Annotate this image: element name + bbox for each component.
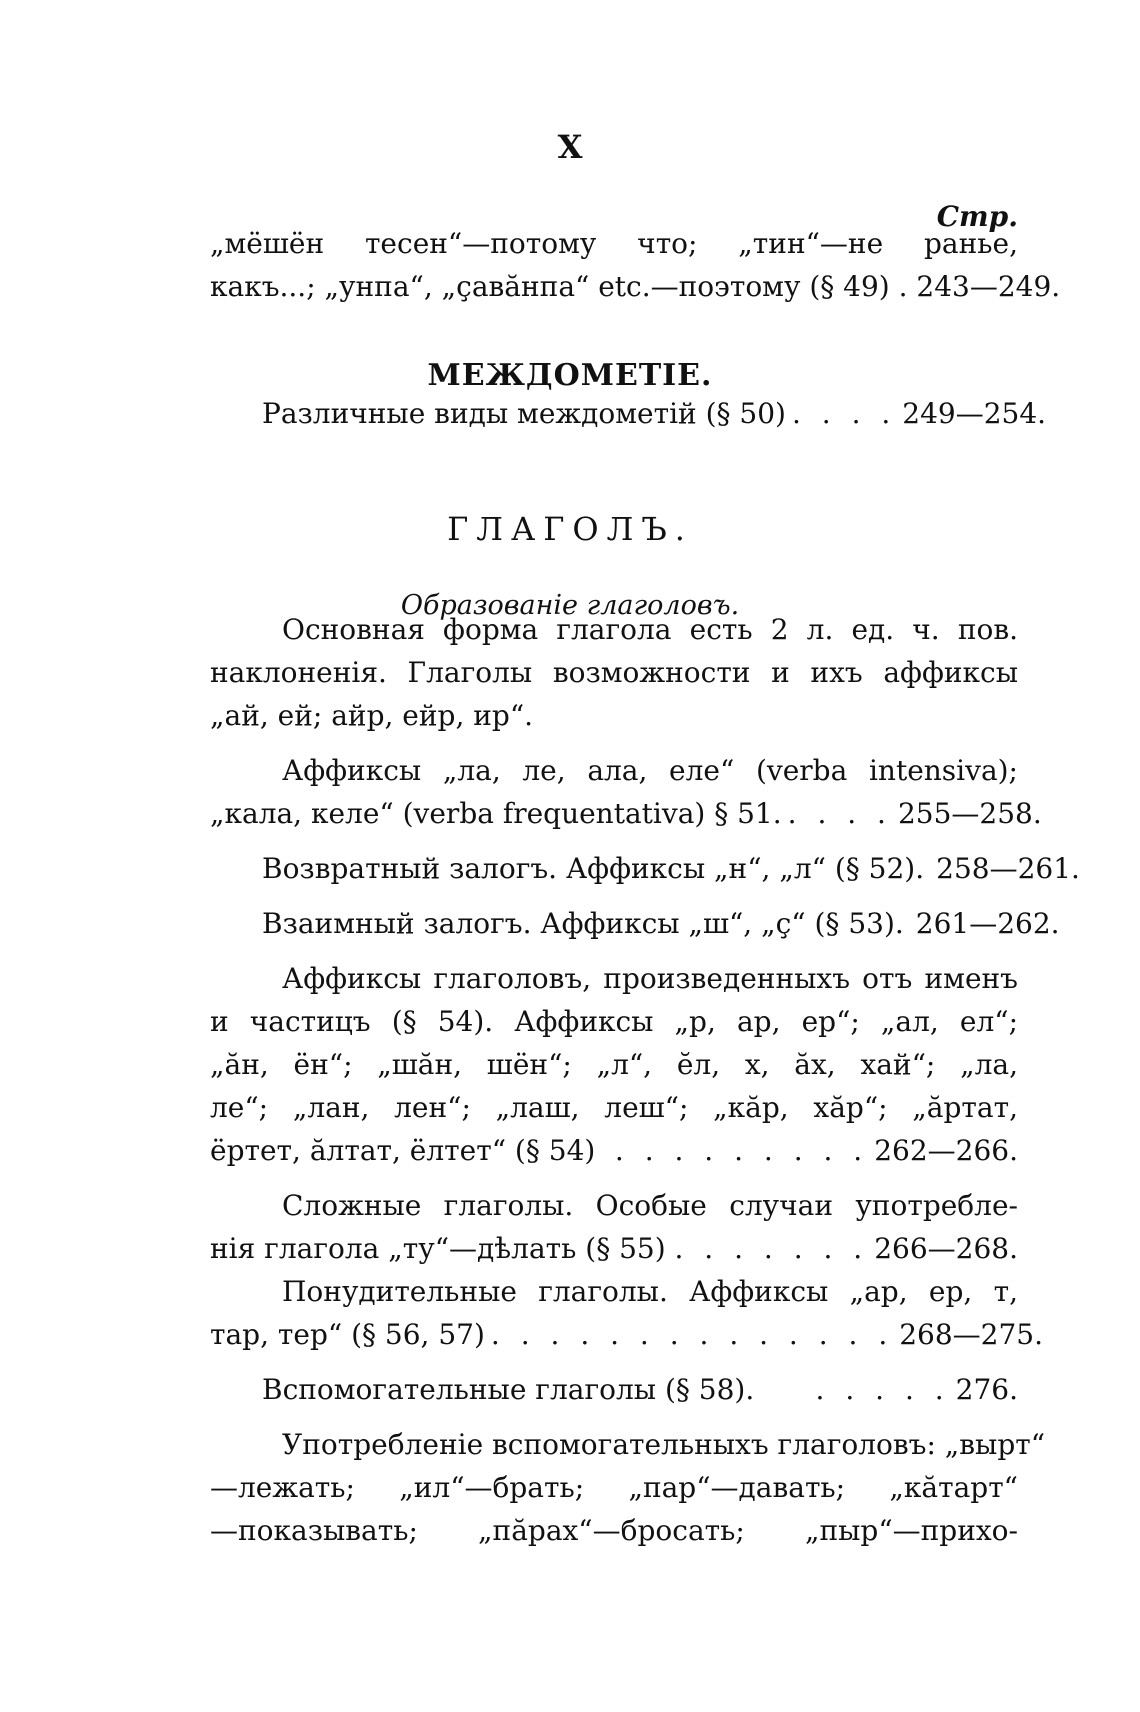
verb-formation-content bbox=[210, 608, 1080, 1552]
entry-text: тар, тер“ (§ 56, 57) bbox=[210, 1318, 485, 1351]
leader-dots: . . . . . . . . . . . . . . bbox=[490, 1318, 894, 1351]
leader-dots: . . . . . . . bbox=[674, 1232, 869, 1265]
entry-pages: 255—258. bbox=[897, 797, 1042, 830]
leader-dots: . . . . . . . . . bbox=[614, 1134, 869, 1167]
text-line: —лежать; „ил“—брать; „пар“—давать; „кăтарт“ bbox=[210, 1471, 1018, 1504]
text-line: Сложные глаголы. Особые случаи употребле- bbox=[282, 1189, 1018, 1222]
text-line: Понудительные глаголы. Аффиксы „ар, ер, т, bbox=[282, 1275, 1018, 1308]
page-number: X bbox=[557, 128, 583, 166]
verb-subheading: Образованіе глаголовъ. bbox=[400, 590, 740, 621]
text-line: —показывать; „пăрах“—бросать; „пыр“—прихо- bbox=[210, 1514, 1018, 1547]
text-line: „ăн, ён“; „шăн, шён“; „л“, ĕл, х, ăх, хай“; „ла, bbox=[210, 1048, 1018, 1081]
entry-text: ёртет, ăлтат, ёлтет“ (§ 54) bbox=[210, 1134, 596, 1167]
text-line: какъ...; „унпа“, „ҫавăнпа“ etc.—поэтому (§ 49) . 243—249. bbox=[210, 270, 1061, 303]
entry-text: „кала, келе“ (verba frequentativa) § 51. bbox=[210, 797, 782, 830]
entry-row bbox=[210, 847, 1080, 890]
text-line: наклоненія. Глаголы возможности и ихъ аффиксы bbox=[210, 656, 1018, 689]
entry-row bbox=[210, 1227, 1018, 1270]
interjection-heading: МЕЖДОМЕТІЕ. bbox=[427, 358, 713, 393]
entry-pages: 258—261. bbox=[936, 852, 1080, 885]
interjection-entry bbox=[262, 392, 1047, 435]
conjunctions-entry bbox=[210, 222, 1061, 308]
entry-text: Взаимный залогъ. Аффиксы „ш“, „ҫ“ (§ 53). bbox=[262, 907, 904, 940]
entry-row bbox=[210, 1129, 1018, 1172]
entry-row bbox=[210, 1313, 1044, 1356]
text-line: ле“; „лан, лен“; „лаш, леш“; „кăр, хăр“; „ăртат, bbox=[210, 1091, 1019, 1124]
entry-text: Возвратный залогъ. Аффиксы „н“, „л“ (§ 52). bbox=[262, 852, 925, 885]
leader-dots: . . . . bbox=[787, 797, 892, 830]
entry-row bbox=[210, 902, 1060, 945]
entry-pages: 261—262. bbox=[915, 907, 1060, 940]
entry-text: нія глагола „ту“—дѣлать (§ 55) bbox=[210, 1232, 666, 1265]
text-line: Основная форма глагола есть 2 л. ед. ч. пов. bbox=[282, 613, 1018, 646]
text-line: Употребленіе вспомогательныхъ глаголовъ: „вырт“ bbox=[282, 1428, 1046, 1461]
text-line: „мёшён тесен“—потому что; „тин“—не раньe, bbox=[210, 227, 1018, 260]
entry-text: Различные виды междометій (§ 50) bbox=[262, 397, 786, 430]
entry-pages: 268—275. bbox=[899, 1318, 1044, 1351]
entry-pages: 249—254. bbox=[902, 397, 1047, 430]
verb-heading: ГЛАГОЛЪ. bbox=[447, 510, 693, 548]
pages-column-label: Стр. bbox=[936, 200, 1018, 233]
entry-row bbox=[210, 792, 1042, 835]
text-line: Аффиксы глаголовъ, произведенныхъ отъ именъ bbox=[282, 962, 1018, 995]
entry-pages: 262—266. bbox=[874, 1134, 1018, 1167]
entry-row bbox=[210, 1368, 1018, 1411]
text-line: „ай, ей; айр, ейр, ир“. bbox=[210, 699, 534, 732]
leader-dots: . . . . bbox=[791, 397, 897, 430]
text-line: и частицъ (§ 54). Аффиксы „р, ар, ер“; „ал, ел“; bbox=[210, 1005, 1018, 1038]
entry-pages: 266—268. bbox=[874, 1232, 1018, 1265]
entry-pages: 276. bbox=[955, 1373, 1018, 1406]
leader-dots: . . . . . bbox=[815, 1373, 950, 1406]
entry-text: Вспомогательные глаголы (§ 58). bbox=[262, 1373, 755, 1406]
text-line: Аффиксы „ла, ле, ала, еле“ (verba intensiva); bbox=[282, 754, 1018, 787]
